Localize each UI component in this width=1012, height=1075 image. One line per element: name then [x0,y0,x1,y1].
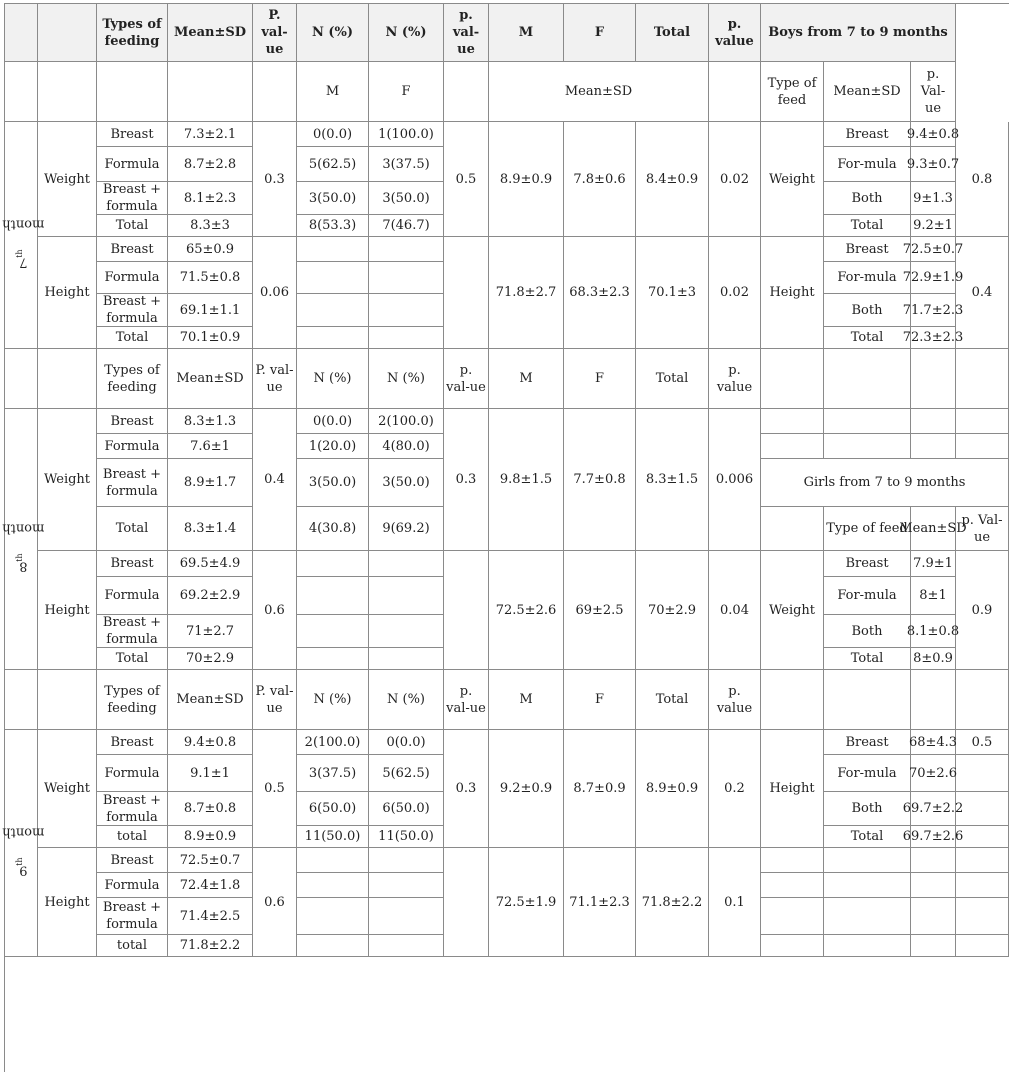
mean-sd-value: 8.3±1.3 [168,409,253,434]
girls-header-blank [761,507,824,551]
mean-total: 71.8±2.2 [636,848,709,957]
n-pct-m: 6(50.0) [297,792,369,826]
mean-m: 9.2±0.9 [489,730,564,848]
n-pct-m: 2(100.0) [297,730,369,755]
blank-cell [444,62,489,122]
empty-cell [824,898,911,935]
mean-f: 68.3±2.3 [564,237,636,349]
blank-cell [168,62,253,122]
feed-total: total [97,826,168,848]
mean-sd-value: 8.1±2.3 [168,182,253,215]
mean-sd-value: 65±0.9 [168,237,253,262]
header-f: F [564,670,636,730]
girls-feed-total: Total [824,826,911,848]
header-p-value: P. val-ue [253,670,297,730]
blank-cell [5,62,38,122]
empty-cell [911,935,956,957]
n-pct-m: 8(53.3) [297,215,369,237]
header-mean-sd: Mean±SD [168,670,253,730]
feed-breast-formula: Breast + formula [97,182,168,215]
empty-cell [761,935,824,957]
boys-feed-formula: For-mula [824,147,911,182]
mean-sd-value: 71.8±2.2 [168,935,253,957]
empty-cell [369,577,444,615]
row-label-weight: Weight [38,122,97,237]
n-pct-m: 0(0.0) [297,122,369,147]
empty-cell [297,327,369,349]
n-pct-f: 3(37.5) [369,147,444,182]
p-value: 0.3 [253,122,297,237]
empty-cell [824,434,911,459]
header-p-value: p. val-ue [444,349,489,409]
girls-header-type-of-feed: Type of feed [824,507,911,551]
feed-breast-formula: Breast + formula [97,294,168,327]
empty-cell [824,935,911,957]
feed-total: Total [97,648,168,670]
empty-cell [956,409,1009,434]
p-value: 0.006 [709,409,761,551]
empty-cell [444,237,489,349]
header-m: M [489,349,564,409]
mean-total: 70.1±3 [636,237,709,349]
empty-cell [369,262,444,294]
girls-feed-formula: For-mula [824,755,911,792]
header-p-value: p. val-ue [444,670,489,730]
feed-breast: Breast [97,237,168,262]
n-pct-f: 1(100.0) [369,122,444,147]
header-f: F [564,349,636,409]
girls-mean-sd: 7.9±1 [911,551,956,577]
n-pct-f: 4(80.0) [369,434,444,459]
feed-breast-formula: Breast + formula [97,898,168,935]
empty-cell [824,873,911,898]
boys-header-mean-sd: Mean±SD [824,62,911,122]
feed-breast: Breast [97,848,168,873]
empty-cell [911,434,956,459]
boys-feed-both: Both [824,182,911,215]
boys-row-label-height: Height [761,237,824,349]
empty-cell [824,848,911,873]
feed-total: Total [97,215,168,237]
empty-cell [761,873,824,898]
header-n-pct: N (%) [369,670,444,730]
n-pct-m: 4(30.8) [297,507,369,551]
n-pct-m: 1(20.0) [297,434,369,459]
boys-row-label-weight: Weight [761,122,824,237]
empty-cell [297,935,369,957]
header-p-value: P. val-ue [253,4,297,62]
feed-breast: Breast [97,122,168,147]
n-pct-m: 3(50.0) [297,182,369,215]
girls-mean-sd: 70±2.6 [911,755,956,792]
header-total: Total [636,4,709,62]
header-n-pct: N (%) [297,670,369,730]
p-value: 0.2 [709,730,761,848]
blank-cell [38,670,97,730]
mean-m: 9.8±1.5 [489,409,564,551]
girls-feed-total: Total [824,648,911,670]
mean-f: 69±2.5 [564,551,636,670]
boys-feed-total: Total [824,215,911,237]
girls-feed-both: Both [824,615,911,648]
mean-sd-value: 8.9±1.7 [168,459,253,507]
mean-m: 8.9±0.9 [489,122,564,237]
header-blank [38,4,97,62]
empty-cell [824,349,911,409]
girls-mean-sd: 68±4.3 [911,730,956,755]
subheader-m: M [297,62,369,122]
month-label-9: 9th month [5,730,38,957]
row-label-height: Height [38,848,97,957]
boys-header-type-of-feed: Type of feed [761,62,824,122]
mean-sd-value: 69.2±2.9 [168,577,253,615]
empty-cell [956,434,1009,459]
mean-sd-value: 8.7±2.8 [168,147,253,182]
boys-section-title: Boys from 7 to 9 months [761,4,956,62]
p-value: 0.3 [444,730,489,848]
header-n-pct: N (%) [369,4,444,62]
n-pct-f: 11(50.0) [369,826,444,848]
p-value: 0.3 [444,409,489,551]
empty-cell [911,409,956,434]
header-types-of-feeding: Types of feeding [97,349,168,409]
header-p-value: P. val-ue [253,349,297,409]
mean-sd-value: 72.5±0.7 [168,848,253,873]
feed-breast-formula: Breast + formula [97,459,168,507]
p-value: 0.6 [253,848,297,957]
header-total: Total [636,670,709,730]
header-p-value: p. value [709,670,761,730]
girls-header-p-value: p. Val-ue [956,507,1009,551]
p-value: 0.5 [253,730,297,848]
empty-cell [824,670,911,730]
mean-f: 71.1±2.3 [564,848,636,957]
empty-cell [297,615,369,648]
girls-mean-sd: 8±1 [911,577,956,615]
mean-total: 70±2.9 [636,551,709,670]
blank-cell [38,349,97,409]
n-pct-f: 9(69.2) [369,507,444,551]
empty-cell [369,648,444,670]
mean-sd-value: 69.1±1.1 [168,294,253,327]
header-p-value: p. value [709,349,761,409]
boys-mean-sd: 9.4±0.8 [911,122,956,147]
feed-formula: Formula [97,147,168,182]
row-label-height: Height [38,551,97,670]
header-p-value: p. value [709,4,761,62]
girls-row-label-height: Height [761,730,824,848]
n-pct-f: 3(50.0) [369,459,444,507]
boys-feed-breast: Breast [824,122,911,147]
n-pct-m: 5(62.5) [297,147,369,182]
girls-row-label-weight: Weight [761,551,824,670]
header-n-pct: N (%) [369,349,444,409]
empty-cell [911,873,956,898]
blank-cell [253,62,297,122]
mean-f: 8.7±0.9 [564,730,636,848]
boys-mean-sd: 72.9±1.9 [911,262,956,294]
empty-cell [956,935,1009,957]
empty-cell [369,294,444,327]
empty-cell [444,848,489,957]
row-label-weight: Weight [38,409,97,551]
month-label-7: 7th month [5,122,38,349]
empty-cell [761,670,824,730]
row-label-height: Height [38,237,97,349]
boys-header-p-value: p. Val-ue [911,62,956,122]
header-m: M [489,670,564,730]
header-n-pct: N (%) [297,4,369,62]
header-p-value: p. val-ue [444,4,489,62]
empty-cell [369,898,444,935]
header-types-of-feeding: Types of feeding [97,4,168,62]
empty-cell [369,935,444,957]
empty-cell [761,848,824,873]
header-total: Total [636,349,709,409]
girls-mean-sd: 69.7±2.2 [911,792,956,826]
boys-mean-sd: 9.2±1 [911,215,956,237]
mean-sd-value: 70±2.9 [168,648,253,670]
empty-cell [444,551,489,670]
empty-cell [369,873,444,898]
empty-cell [297,237,369,262]
header-mean-sd: Mean±SD [168,4,253,62]
boys-mean-sd: 9.3±0.7 [911,147,956,182]
header-n-pct: N (%) [297,349,369,409]
n-pct-f: 3(50.0) [369,182,444,215]
boys-mean-sd: 72.5±0.7 [911,237,956,262]
empty-cell [761,409,824,434]
empty-cell [297,848,369,873]
girls-feed-both: Both [824,792,911,826]
girls-feed-breast: Breast [824,551,911,577]
girls-feed-breast: Breast [824,730,911,755]
empty-cell [956,755,1009,792]
feed-formula: Formula [97,434,168,459]
blank-cell [5,349,38,409]
header-types-of-feeding: Types of feeding [97,670,168,730]
blank-cell [5,670,38,730]
n-pct-m: 11(50.0) [297,826,369,848]
feed-breast: Breast [97,730,168,755]
feed-formula: Formula [97,755,168,792]
subheader-mean-sd: Mean±SD [489,62,709,122]
girls-p-value: 0.9 [956,551,1009,670]
empty-cell [297,898,369,935]
mean-sd-value: 71±2.7 [168,615,253,648]
empty-cell [369,237,444,262]
empty-cell [369,327,444,349]
empty-cell [911,349,956,409]
mean-sd-value: 71.5±0.8 [168,262,253,294]
empty-cell [911,670,956,730]
p-value: 0.5 [444,122,489,237]
empty-cell [297,262,369,294]
empty-cell [297,648,369,670]
empty-cell [369,615,444,648]
boys-feed-formula: For-mula [824,262,911,294]
girls-mean-sd: 8.1±0.8 [911,615,956,648]
mean-f: 7.8±0.6 [564,122,636,237]
empty-cell [956,349,1009,409]
p-value: 0.1 [709,848,761,957]
mean-sd-value: 8.9±0.9 [168,826,253,848]
feed-formula: Formula [97,262,168,294]
feed-breast: Breast [97,409,168,434]
empty-cell [369,551,444,577]
mean-sd-value: 9.4±0.8 [168,730,253,755]
p-value: 0.02 [709,237,761,349]
empty-cell [761,898,824,935]
header-mean-sd: Mean±SD [168,349,253,409]
blank-cell [97,62,168,122]
mean-m: 71.8±2.7 [489,237,564,349]
empty-cell [956,898,1009,935]
mean-sd-value: 71.4±2.5 [168,898,253,935]
feed-formula: Formula [97,873,168,898]
n-pct-f: 7(46.7) [369,215,444,237]
mean-f: 7.7±0.8 [564,409,636,551]
empty-cell [824,409,911,434]
header-m: M [489,4,564,62]
mean-sd-value: 8.3±3 [168,215,253,237]
feed-total: Total [97,507,168,551]
mean-m: 72.5±2.6 [489,551,564,670]
p-value: 0.06 [253,237,297,349]
n-pct-m: 3(50.0) [297,459,369,507]
empty-cell [761,434,824,459]
empty-cell [956,848,1009,873]
mean-sd-value: 7.6±1 [168,434,253,459]
boys-p-value: 0.4 [956,237,1009,349]
blank-cell [709,62,761,122]
feed-formula: Formula [97,577,168,615]
mean-sd-value: 70.1±0.9 [168,327,253,349]
boys-feed-breast: Breast [824,237,911,262]
n-pct-m: 0(0.0) [297,409,369,434]
empty-cell [369,848,444,873]
mean-sd-value: 8.3±1.4 [168,507,253,551]
girls-header-mean-sd: Mean±SD [911,507,956,551]
mean-sd-value: 9.1±1 [168,755,253,792]
empty-cell [911,898,956,935]
feed-total: Total [97,327,168,349]
boys-p-value: 0.8 [956,122,1009,237]
empty-cell [956,792,1009,826]
girls-mean-sd: 69.7±2.6 [911,826,956,848]
mean-sd-value: 69.5±4.9 [168,551,253,577]
girls-section-title: Girls from 7 to 9 months [761,459,1009,507]
n-pct-f: 5(62.5) [369,755,444,792]
subheader-f: F [369,62,444,122]
feed-breast-formula: Breast + formula [97,615,168,648]
mean-sd-value: 72.4±1.8 [168,873,253,898]
girls-feed-formula: For-mula [824,577,911,615]
mean-sd-value: 7.3±2.1 [168,122,253,147]
feed-total: total [97,935,168,957]
boys-feed-total: Total [824,327,911,349]
empty-cell [297,873,369,898]
p-value: 0.4 [253,409,297,551]
p-value: 0.02 [709,122,761,237]
mean-m: 72.5±1.9 [489,848,564,957]
n-pct-f: 0(0.0) [369,730,444,755]
boys-mean-sd: 9±1.3 [911,182,956,215]
blank-cell [38,62,97,122]
n-pct-f: 6(50.0) [369,792,444,826]
mean-total: 8.3±1.5 [636,409,709,551]
header-blank [5,4,38,62]
mean-sd-value: 8.7±0.8 [168,792,253,826]
empty-cell [956,873,1009,898]
empty-cell [911,848,956,873]
month-label-8: 8th month [5,409,38,670]
header-f: F [564,4,636,62]
empty-cell [956,826,1009,848]
n-pct-f: 2(100.0) [369,409,444,434]
p-value: 0.6 [253,551,297,670]
feed-breast-formula: Breast + formula [97,792,168,826]
boys-mean-sd: 71.7±2.3 [911,294,956,327]
n-pct-m: 3(37.5) [297,755,369,792]
girls-p-value: 0.5 [956,730,1009,755]
feed-breast: Breast [97,551,168,577]
empty-cell [956,670,1009,730]
p-value: 0.04 [709,551,761,670]
mean-total: 8.9±0.9 [636,730,709,848]
boys-mean-sd: 72.3±2.3 [911,327,956,349]
empty-cell [297,294,369,327]
growth-table [4,3,1009,1072]
empty-cell [297,551,369,577]
empty-cell [297,577,369,615]
row-label-weight: Weight [38,730,97,848]
mean-total: 8.4±0.9 [636,122,709,237]
empty-cell [761,349,824,409]
girls-mean-sd: 8±0.9 [911,648,956,670]
boys-feed-both: Both [824,294,911,327]
